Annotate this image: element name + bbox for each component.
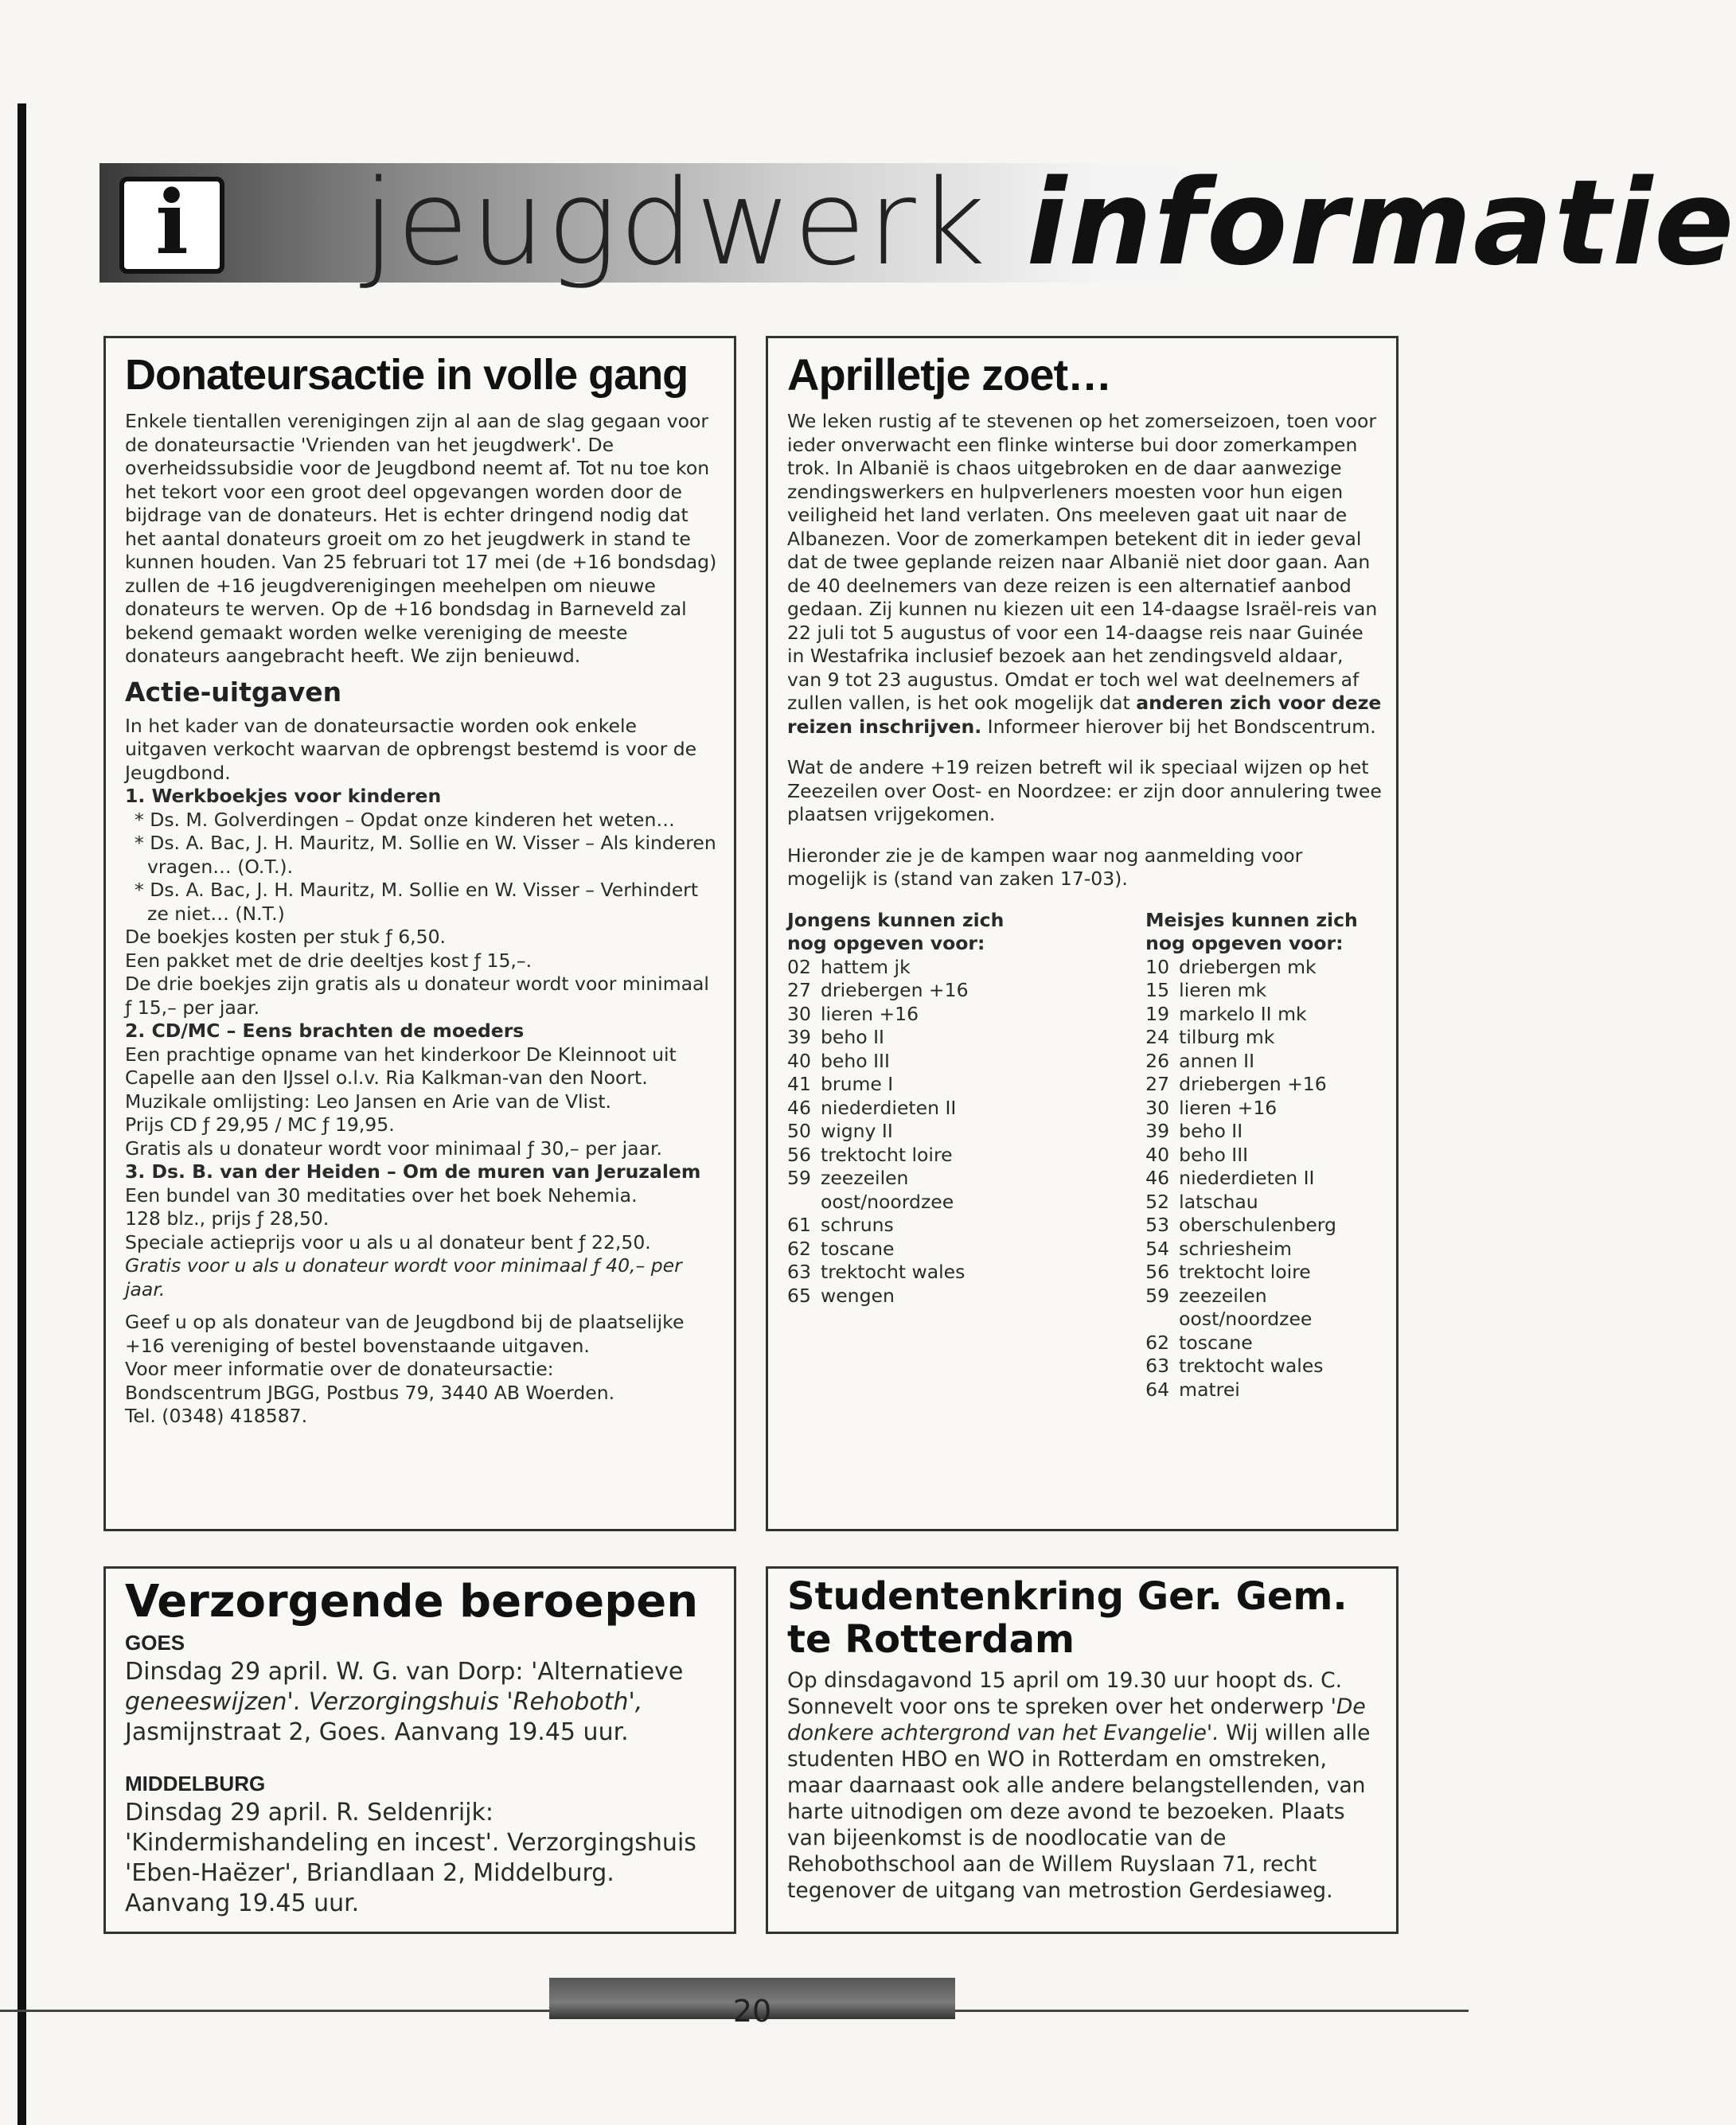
item3-italic-line: Gratis voor u als u donateur wordt voor minimaal ƒ 40,– per jaar. bbox=[125, 1254, 682, 1300]
aprilletje-para1-bold: anderen zich voor deze reizen inschrijven. bbox=[787, 692, 1382, 738]
camp-entry bbox=[1145, 1378, 1382, 1402]
camp-number: 15 bbox=[1145, 979, 1170, 1001]
camp-name: driebergen +16 bbox=[821, 979, 969, 1001]
aprilletje-para1-end: Informeer hierover bij het Bondscentrum. bbox=[987, 715, 1376, 738]
goes-text-line: Jasmijnstraat 2, Goes. Aanvang 19.45 uur. bbox=[125, 1718, 629, 1746]
camp-number: 63 bbox=[787, 1261, 811, 1283]
camp-name: trektocht loire bbox=[1179, 1261, 1311, 1283]
item2-line: Een prachtige opname van het kinderkoor De Kleinnoot uit Capelle aan den IJssel o.l.v. Ria Kalkman-van den Noort. bbox=[125, 1043, 677, 1089]
masthead-title bbox=[362, 147, 1736, 298]
camp-number: 53 bbox=[1145, 1214, 1170, 1236]
camp-entry bbox=[787, 1214, 1145, 1238]
item3-line: 128 blz., prijs ƒ 28,50. bbox=[125, 1207, 330, 1230]
aprilletje-para3: Hieronder zie je de kampen waar nog aanmelding voor mogelijk is (stand van zaken 17-03). bbox=[787, 844, 1303, 890]
camp-number: 61 bbox=[787, 1214, 811, 1236]
camp-entry bbox=[1145, 1261, 1382, 1285]
item1-line: De boekjes kosten per stuk ƒ 6,50. bbox=[125, 926, 446, 948]
camp-number: 59 bbox=[1145, 1284, 1170, 1307]
camp-entry bbox=[787, 1026, 1145, 1050]
camp-entry bbox=[787, 1073, 1145, 1097]
camp-number: 30 bbox=[787, 1002, 811, 1025]
camp-entry bbox=[787, 1144, 1145, 1168]
camp-name: wigny II bbox=[821, 1120, 893, 1142]
info-icon: i bbox=[119, 177, 224, 274]
studentenkring-article bbox=[766, 1566, 1399, 1934]
camp-number: 40 bbox=[1145, 1143, 1170, 1166]
camp-lists bbox=[787, 909, 1382, 1402]
studentenkring-title-line1: Studentenkring Ger. Gem. bbox=[787, 1574, 1348, 1619]
camp-number: 65 bbox=[787, 1284, 811, 1307]
camp-number: 54 bbox=[1145, 1237, 1170, 1260]
camp-entry bbox=[1145, 1332, 1382, 1355]
camp-name: trektocht wales bbox=[1179, 1355, 1324, 1377]
camp-entry bbox=[787, 1120, 1145, 1144]
camp-entry bbox=[787, 956, 1145, 980]
closing-line: Tel. (0348) 418587. bbox=[125, 1405, 308, 1427]
camp-entry bbox=[1145, 956, 1382, 980]
camp-name: zeezeilen oost/noordzee bbox=[821, 1167, 954, 1213]
camp-number: 27 bbox=[787, 979, 811, 1001]
donateurs-article bbox=[103, 336, 736, 1531]
page-number: 20 bbox=[732, 1994, 772, 2029]
goes-text-italic: geneeswijzen'. Verzorgingshuis 'Rehoboth', bbox=[125, 1688, 643, 1716]
studentenkring-title bbox=[787, 1575, 1382, 1661]
left-margin-bar bbox=[18, 103, 26, 2125]
camp-number: 10 bbox=[1145, 955, 1170, 978]
masthead-title-part2: informatie bbox=[1026, 154, 1736, 291]
item2-line: Muzikale omlijsting: Leo Jansen en Arie van de Vlist. bbox=[125, 1090, 611, 1113]
aprilletje-para2: Wat de andere +19 reizen betreft wil ik speciaal wijzen op het Zeezeilen over Oost- en Noordzee: er zijn door annulering twee plaatsen vrijgekomen. bbox=[787, 756, 1382, 825]
city-goes: GOES bbox=[125, 1631, 185, 1655]
item3-heading: 3. Ds. B. van der Heiden – Om de muren van Jeruzalem bbox=[125, 1160, 701, 1183]
item1-line: Een pakket met de drie deeltjes kost ƒ 15,–. bbox=[125, 949, 533, 972]
goes-text bbox=[125, 1657, 718, 1748]
aprilletje-body bbox=[787, 410, 1382, 1402]
camp-number: 02 bbox=[787, 955, 811, 978]
studentenkring-text bbox=[787, 1667, 1382, 1904]
item1-bullet: * Ds. A. Bac, J. H. Mauritz, M. Sollie en W. Visser – Verhindert ze niet… (N.T.) bbox=[135, 879, 699, 925]
camp-name: beho III bbox=[821, 1049, 890, 1072]
camp-entry bbox=[1145, 1238, 1382, 1261]
camp-number: 41 bbox=[787, 1073, 811, 1095]
aprilletje-article bbox=[766, 336, 1399, 1531]
donateurs-title: Donateursactie in volle gang bbox=[125, 351, 689, 399]
item2-line: Gratis als u donateur wordt voor minimaal ƒ 30,– per jaar. bbox=[125, 1137, 662, 1160]
camp-number: 64 bbox=[1145, 1378, 1170, 1401]
camp-number: 63 bbox=[1145, 1355, 1170, 1377]
meisjes-list bbox=[1145, 909, 1382, 1402]
camp-entry bbox=[787, 1050, 1145, 1074]
goes-text-line: Dinsdag 29 april. W. G. van Dorp: 'Alternatieve bbox=[125, 1658, 684, 1686]
aprilletje-para1-text: We leken rustig af te stevenen op het zomerseizoen, toen voor ieder onverwacht een flinke winterse bui door zomerkampen trok. In Albanië is chaos uitgebroken en de daar aanwezige zendingswerkers en hulpverleners moesten voor hun eigen veiligheid het land verlaten. Ons meeleven gaat uit naar de Albanezen. Voor de zomerkampen betekent dit in ieder geval dat de twee geplande reizen naar Albanië niet door gaan. Aan de 40 deelnemers van deze reizen is een alternatief aanbod gedaan. Zij kunnen nu kiezen uit een 14-daagse Israël-reis van 22 juli tot 5 augustus of voor een 14-daagse reis naar Guinée in Westafrika inclusief bezoek aan het zendingsveld aldaar, van 9 tot 23 augustus. Omdat er toch wel wat deelnemers af zullen vallen, is het ook mogelijk dat bbox=[787, 410, 1378, 714]
camp-entry bbox=[1145, 1214, 1382, 1238]
camp-name: annen II bbox=[1179, 1049, 1255, 1072]
camp-name: hattem jk bbox=[821, 955, 911, 978]
aprilletje-title: Aprilletje zoet… bbox=[787, 349, 1112, 400]
camp-entry bbox=[1145, 1355, 1382, 1378]
masthead-title-part1: jeugdwerk bbox=[362, 154, 988, 291]
item1-heading: 1. Werkboekjes voor kinderen bbox=[125, 785, 442, 807]
actie-uitgaven-intro: In het kader van de donateursactie worden ook enkele uitgaven verkocht waarvan de opbrengst bestemd is voor de Jeugdbond. bbox=[125, 714, 697, 784]
camp-entry bbox=[787, 979, 1145, 1003]
camp-name: niederdieten II bbox=[1179, 1167, 1315, 1189]
camp-number: 39 bbox=[787, 1026, 811, 1048]
camp-number: 46 bbox=[787, 1096, 811, 1119]
studentenkring-title-line2: te Rotterdam bbox=[787, 1617, 1075, 1662]
camp-number: 30 bbox=[1145, 1096, 1170, 1119]
studentenkring-text-b: Wij willen alle studenten HBO en WO in Rotterdam en omstreken, maar daarnaast ook alle andere belangstellenden, van harte uitnodigen om deze avond te bezoeken. Plaats van bijeenkomst is de noodlocatie van de Rehobothschool aan de Willem Ruyslaan 71, recht tegenover de uitgang van metrostion Gerdesiaweg. bbox=[787, 1721, 1371, 1903]
camp-number: 24 bbox=[1145, 1026, 1170, 1048]
camp-entry bbox=[1145, 1097, 1382, 1121]
camp-name: beho II bbox=[821, 1026, 884, 1048]
camp-name: matrei bbox=[1179, 1378, 1240, 1401]
camp-number: 62 bbox=[1145, 1331, 1170, 1354]
camp-number: 46 bbox=[1145, 1167, 1170, 1189]
camp-name: latschau bbox=[1179, 1190, 1258, 1213]
camp-entry bbox=[787, 1261, 1145, 1285]
camp-entry bbox=[1145, 1050, 1382, 1074]
item1-line: De drie boekjes zijn gratis als u donateur wordt voor minimaal ƒ 15,– per jaar. bbox=[125, 973, 709, 1019]
camp-entry bbox=[1145, 1003, 1382, 1027]
studentenkring-text-a: Op dinsdagavond 15 april om 19.30 uur hoopt ds. C. Sonnevelt voor ons te spreken over het onderwerp bbox=[787, 1668, 1343, 1719]
camp-number: 56 bbox=[787, 1143, 811, 1166]
item3-line: Speciale actieprijs voor u als u al donateur bent ƒ 22,50. bbox=[125, 1230, 651, 1254]
camp-number: 50 bbox=[787, 1120, 811, 1142]
item3-line: Een bundel van 30 meditaties over het boek Nehemia. bbox=[125, 1183, 638, 1207]
camp-name: toscane bbox=[1179, 1331, 1253, 1354]
camp-name: markelo II mk bbox=[1179, 1002, 1307, 1025]
item1-bullet: * Ds. M. Golverdingen – Opdat onze kinderen het weten… bbox=[135, 808, 675, 831]
camp-name: schruns bbox=[821, 1214, 894, 1236]
camp-name: driebergen +16 bbox=[1179, 1073, 1327, 1095]
city-middelburg: MIDDELBURG bbox=[125, 1772, 266, 1796]
donateurs-intro: Enkele tientallen verenigingen zijn al aan de slag gegaan voor de donateursactie 'Vrienden van het jeugdwerk'. De overheidssubsidie voor de Jeugdbond neemt af. Tot nu toe kon het tekort voor een groot deel opgevangen worden door de bijdrage van de donateurs. Het is echter dringend nodig dat het aantal donateurs groeit om zo het jeugdwerk in stand te kunnen houden. Van 25 februari tot 17 mei (de +16 bondsdag) zullen de +16 jeugdverenigingen meehelpen om nieuwe donateurs te werven. Op de +16 bondsdag in Barneveld zal bekend gemaakt worden welke vereniging de meeste donateurs aangebracht heeft. We zijn benieuwd. bbox=[125, 410, 717, 667]
camp-name: toscane bbox=[821, 1237, 895, 1260]
camp-name: zeezeilen oost/noordzee bbox=[1179, 1284, 1313, 1330]
camp-number: 62 bbox=[787, 1237, 811, 1260]
camp-number: 19 bbox=[1145, 1002, 1170, 1025]
camp-entry bbox=[1145, 1120, 1382, 1144]
closing-line: Bondscentrum JBGG, Postbus 79, 3440 AB Woerden. bbox=[125, 1381, 615, 1404]
donateurs-body bbox=[125, 410, 718, 1429]
item2-line: Prijs CD ƒ 29,95 / MC ƒ 19,95. bbox=[125, 1113, 395, 1136]
camp-name: beho II bbox=[1179, 1120, 1243, 1142]
actie-uitgaven-heading: Actie-uitgaven bbox=[125, 676, 342, 708]
verzorgende-article bbox=[103, 1566, 736, 1934]
camp-name: trektocht wales bbox=[821, 1261, 966, 1283]
aprilletje-para1 bbox=[787, 410, 1382, 739]
camp-name: wengen bbox=[821, 1284, 895, 1307]
camp-entry bbox=[787, 1167, 1145, 1214]
camp-entry bbox=[1145, 1167, 1382, 1191]
camp-name: tilburg mk bbox=[1179, 1026, 1275, 1048]
jongens-heading: Jongens kunnen zich nog opgeven voor: bbox=[787, 908, 1005, 954]
camp-entry bbox=[787, 1003, 1145, 1027]
item1-bullet: * Ds. A. Bac, J. H. Mauritz, M. Sollie en W. Visser – Als kinderen vragen… (O.T.). bbox=[135, 832, 716, 878]
item2-heading: 2. CD/MC – Eens brachten de moeders bbox=[125, 1020, 525, 1042]
closing-line: Voor meer informatie over de donateursactie: bbox=[125, 1358, 554, 1380]
camp-name: lieren mk bbox=[1179, 979, 1267, 1001]
camp-entry bbox=[1145, 1285, 1382, 1332]
camp-name: lieren +16 bbox=[1179, 1096, 1278, 1119]
camp-entry bbox=[1145, 1026, 1382, 1050]
camp-entry bbox=[1145, 1191, 1382, 1215]
camp-name: lieren +16 bbox=[821, 1002, 919, 1025]
camp-number: 56 bbox=[1145, 1261, 1170, 1283]
closing-line: Geef u op als donateur van de Jeugdbond bij de plaatselijke +16 vereniging of bestel bovenstaande uitgaven. bbox=[125, 1311, 685, 1357]
camp-number: 39 bbox=[1145, 1120, 1170, 1142]
camp-number: 59 bbox=[787, 1167, 811, 1189]
camp-name: schriesheim bbox=[1179, 1237, 1292, 1260]
camp-entry bbox=[1145, 1073, 1382, 1097]
camp-name: niederdieten II bbox=[821, 1096, 957, 1119]
camp-entry bbox=[1145, 979, 1382, 1003]
jongens-list bbox=[787, 909, 1145, 1402]
camp-number: 27 bbox=[1145, 1073, 1170, 1095]
page-number-bar bbox=[549, 1978, 955, 2029]
camp-name: brume I bbox=[821, 1073, 894, 1095]
camp-number: 40 bbox=[787, 1049, 811, 1072]
studentenkring-text-italic: 'De donkere achtergrond van het Evangelie'. bbox=[787, 1694, 1366, 1745]
camp-name: driebergen mk bbox=[1179, 955, 1317, 978]
camp-entry bbox=[1145, 1144, 1382, 1168]
camp-name: beho III bbox=[1179, 1143, 1249, 1166]
camp-name: oberschulenberg bbox=[1179, 1214, 1336, 1236]
camp-name: trektocht loire bbox=[821, 1143, 953, 1166]
meisjes-heading: Meisjes kunnen zich nog opgeven voor: bbox=[1145, 908, 1358, 954]
camp-number: 52 bbox=[1145, 1190, 1170, 1213]
middelburg-text: Dinsdag 29 april. R. Seldenrijk: 'Kindermishandeling en incest'. Verzorgingshuis 'Eben-Haëzer', Briandlaan 2, Middelburg. Aanvang 19.45 uur. bbox=[125, 1799, 696, 1917]
verzorgende-title: Verzorgende beroepen bbox=[125, 1576, 699, 1628]
camp-entry bbox=[787, 1285, 1145, 1308]
camp-number: 26 bbox=[1145, 1049, 1170, 1072]
camp-entry bbox=[787, 1097, 1145, 1121]
camp-entry bbox=[787, 1238, 1145, 1261]
